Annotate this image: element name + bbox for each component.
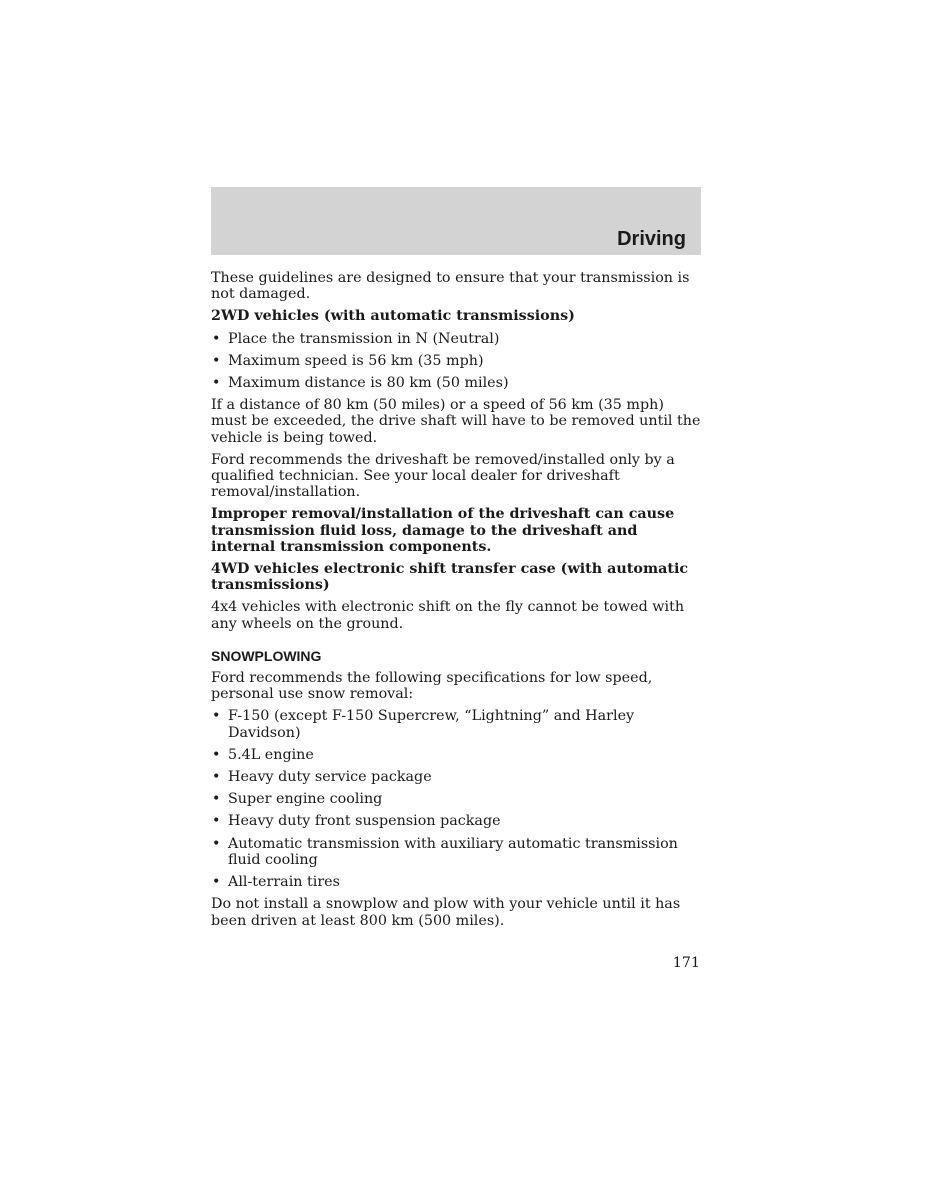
snowplowing-heading: SNOWPLOWING: [211, 647, 322, 664]
section-header-bar: [211, 187, 701, 255]
list-item: • Super engine cooling: [211, 791, 703, 807]
page-content: [211, 270, 703, 935]
twowd-warning: Improper removal/installation of the driveshaft can cause transmission fluid loss, damage to the driveshaft and internal transmission components.: [211, 506, 675, 555]
intro-paragraph: These guidelines are designed to ensure that your transmission is not damaged.: [211, 270, 690, 303]
snowplowing-intro: Ford recommends the following specifications for low speed, personal use snow removal:: [211, 670, 653, 703]
list-item: • Automatic transmission with auxiliary automatic transmission fluid cooling: [211, 836, 703, 868]
list-item: • F-150 (except F-150 Supercrew, “Lightning” and Harley Davidson): [211, 708, 703, 740]
list-item: • Place the transmission in N (Neutral): [211, 331, 703, 347]
page-number: 171: [672, 955, 700, 971]
fourwd-heading: 4WD vehicles electronic shift transfer case (with automatic transmissions): [211, 561, 689, 594]
section-title: Driving: [617, 228, 686, 250]
snowplowing-closing: Do not install a snowplow and plow with your vehicle until it has been driven at least 800 km (500 miles).: [211, 896, 681, 929]
twowd-driveshaft-paragraph: Ford recommends the driveshaft be removed/installed only by a qualified technician. See your local dealer for driveshaft removal/installation.: [211, 451, 675, 501]
snowplowing-bullet-list: [211, 708, 703, 890]
list-item: • Heavy duty service package: [211, 769, 703, 785]
list-item: • 5.4L engine: [211, 747, 703, 763]
list-item: • All-terrain tires: [211, 874, 703, 890]
twowd-bullet-list: [211, 331, 703, 392]
list-item: • Heavy duty front suspension package: [211, 813, 703, 829]
list-item: • Maximum speed is 56 km (35 mph): [211, 353, 703, 369]
twowd-distance-paragraph: If a distance of 80 km (50 miles) or a speed of 56 km (35 mph) must be exceeded, the drive shaft will have to be removed until the vehicle is being towed.: [211, 397, 701, 446]
list-item: • Maximum distance is 80 km (50 miles): [211, 375, 703, 391]
twowd-heading: 2WD vehicles (with automatic transmissions): [211, 308, 575, 325]
fourwd-paragraph: 4x4 vehicles with electronic shift on the fly cannot be towed with any wheels on the ground.: [211, 599, 685, 632]
